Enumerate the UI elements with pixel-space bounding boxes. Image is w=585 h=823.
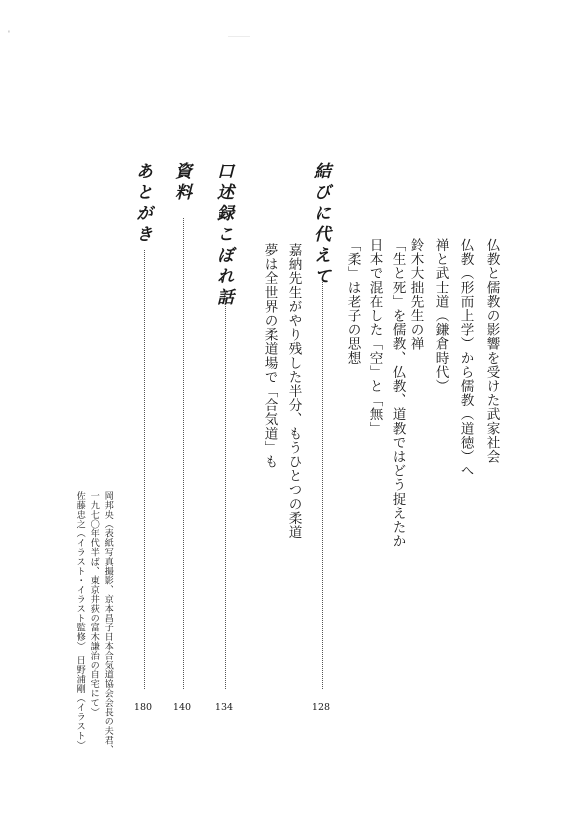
toc-sub-item: 仏教（形而上学）から儒教（道徳）へ	[457, 238, 474, 478]
page-mark: '	[8, 30, 10, 38]
toc-sub-item: 「柔」は老子の思想	[344, 238, 361, 365]
page-number: 180	[133, 702, 153, 713]
page-number: 140	[172, 702, 192, 713]
dot-leader	[225, 292, 226, 689]
dot-leader	[144, 250, 145, 689]
credit-line: 佐藤忠之（イラスト・イラスト監修） 日野浦剛（イラスト）	[74, 491, 86, 750]
dot-leader	[322, 282, 323, 689]
credit-line: 一九七〇年代半ば、東京井荻の富木謙治の自宅にて）	[88, 491, 100, 717]
toc-sub-item: 日本で混在した「空」と「無」	[366, 238, 383, 436]
chapter-title: 結びに代えて	[310, 162, 330, 288]
chapter-title: あとがき	[132, 162, 152, 246]
toc-sub-item: 夢は全世界の柔道場で「合気道」も	[261, 243, 278, 469]
toc-sub-item: 鈴木大拙先生の禅	[407, 238, 424, 351]
chapter-title: 資料	[171, 162, 191, 204]
toc-sub-item: 仏教と儒教の影響を受けた武家社会	[483, 238, 500, 464]
chapter-title: 口述録こぼれ話	[213, 162, 233, 309]
page-number: 128	[311, 702, 331, 713]
dot-leader	[183, 218, 184, 689]
page-number: 134	[214, 702, 234, 713]
top-rule	[228, 36, 250, 37]
toc-sub-item: 嘉納先生がやり残した半分、もうひとつの柔道	[285, 243, 302, 540]
credit-line: 岡邦央（表紙写真撮影、京本昌子日本合気道協会会長の夫君、	[102, 491, 114, 755]
toc-sub-item: 「生と死」を儒教、仏教、道教ではどう捉えたか	[389, 238, 406, 549]
toc-sub-item: 禅と武士道（鎌倉時代）	[432, 238, 449, 394]
